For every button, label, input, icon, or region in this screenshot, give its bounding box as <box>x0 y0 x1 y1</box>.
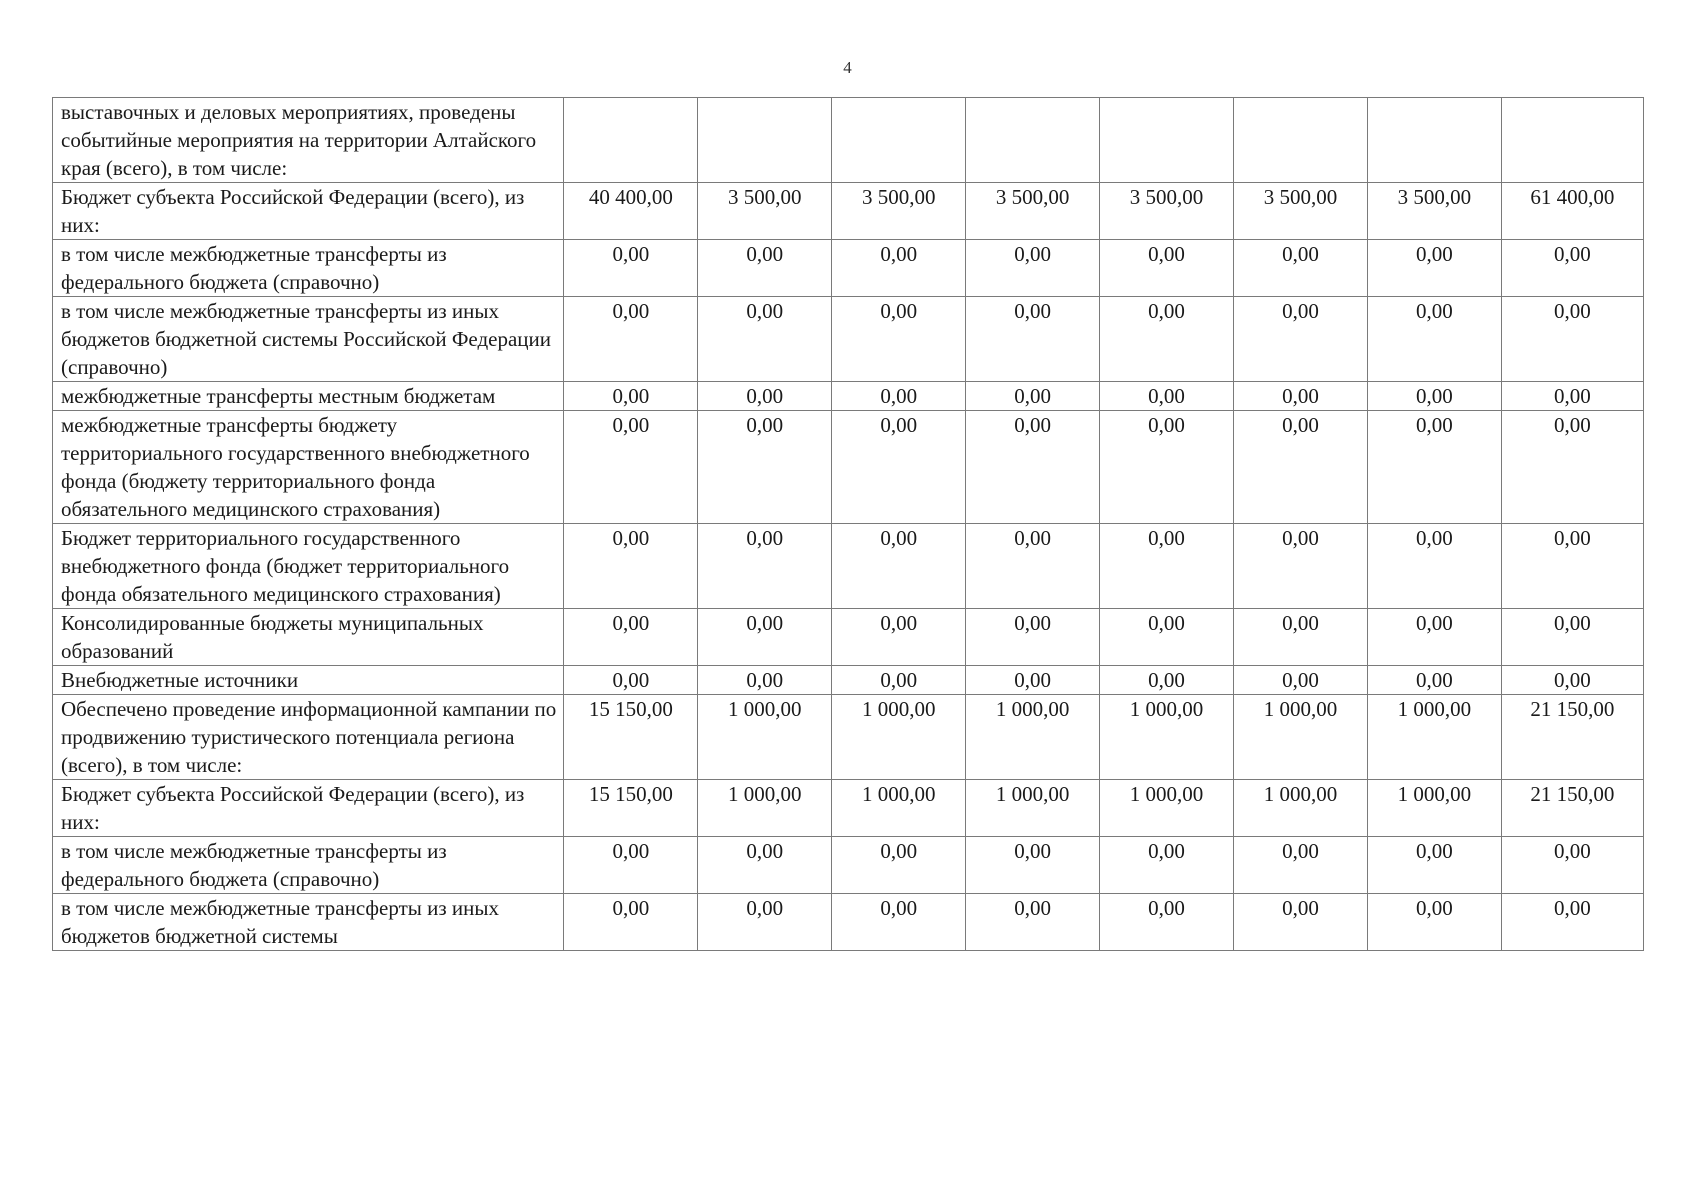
value-cell: 0,00 <box>1100 297 1234 382</box>
value-cell: 1 000,00 <box>698 780 832 837</box>
table-row <box>53 894 1644 951</box>
table-row <box>53 524 1644 609</box>
value-cell: 0,00 <box>966 382 1100 411</box>
row-label: в том числе межбюджетные трансферты из иных бюджетов бюджетной системы <box>53 894 564 951</box>
value-cell: 0,00 <box>1367 240 1501 297</box>
table-row <box>53 297 1644 382</box>
value-cell <box>698 98 832 183</box>
row-label: Внебюджетные источники <box>53 666 564 695</box>
value-cell <box>832 98 966 183</box>
total-cell: 61 400,00 <box>1501 183 1643 240</box>
value-cell: 0,00 <box>564 240 698 297</box>
budget-table <box>52 97 1644 951</box>
value-cell: 0,00 <box>1100 837 1234 894</box>
row-label: выставочных и деловых мероприятиях, проведены событийные мероприятия на территории Алтайского края (всего), в том числе: <box>53 98 564 183</box>
value-cell: 0,00 <box>966 411 1100 524</box>
value-cell: 0,00 <box>832 524 966 609</box>
value-cell: 3 500,00 <box>1367 183 1501 240</box>
table-row <box>53 240 1644 297</box>
value-cell: 1 000,00 <box>1234 780 1368 837</box>
value-cell: 3 500,00 <box>966 183 1100 240</box>
value-cell: 0,00 <box>698 837 832 894</box>
value-cell: 0,00 <box>832 382 966 411</box>
table-row <box>53 837 1644 894</box>
value-cell: 0,00 <box>966 894 1100 951</box>
value-cell: 0,00 <box>966 609 1100 666</box>
value-cell: 0,00 <box>832 240 966 297</box>
value-cell <box>1367 98 1501 183</box>
value-cell: 0,00 <box>698 609 832 666</box>
total-cell: 0,00 <box>1501 666 1643 695</box>
value-cell: 0,00 <box>698 240 832 297</box>
value-cell: 0,00 <box>1234 382 1368 411</box>
value-cell: 1 000,00 <box>1367 695 1501 780</box>
value-cell: 1 000,00 <box>698 695 832 780</box>
value-cell: 0,00 <box>1367 411 1501 524</box>
value-cell: 40 400,00 <box>564 183 698 240</box>
value-cell: 15 150,00 <box>564 780 698 837</box>
total-cell <box>1501 98 1643 183</box>
value-cell: 0,00 <box>698 297 832 382</box>
page-number: 4 <box>843 58 852 77</box>
value-cell: 0,00 <box>698 524 832 609</box>
value-cell: 1 000,00 <box>832 780 966 837</box>
value-cell: 0,00 <box>1100 240 1234 297</box>
total-cell: 21 150,00 <box>1501 695 1643 780</box>
value-cell: 1 000,00 <box>966 780 1100 837</box>
value-cell: 0,00 <box>1100 894 1234 951</box>
value-cell: 3 500,00 <box>698 183 832 240</box>
total-cell: 0,00 <box>1501 297 1643 382</box>
value-cell: 3 500,00 <box>1100 183 1234 240</box>
row-label: Бюджет территориального государственного внебюджетного фонда (бюджет территориального фонда обязательного медицинского страхования) <box>53 524 564 609</box>
value-cell: 0,00 <box>832 411 966 524</box>
value-cell: 0,00 <box>966 297 1100 382</box>
table-row <box>53 666 1644 695</box>
table-row <box>53 609 1644 666</box>
value-cell: 0,00 <box>1100 666 1234 695</box>
value-cell: 0,00 <box>832 894 966 951</box>
value-cell: 0,00 <box>564 382 698 411</box>
value-cell: 0,00 <box>832 297 966 382</box>
value-cell: 0,00 <box>1234 837 1368 894</box>
value-cell: 0,00 <box>1367 382 1501 411</box>
value-cell: 1 000,00 <box>1100 695 1234 780</box>
value-cell: 0,00 <box>564 411 698 524</box>
value-cell: 0,00 <box>1100 382 1234 411</box>
total-cell: 0,00 <box>1501 837 1643 894</box>
value-cell: 0,00 <box>1234 411 1368 524</box>
value-cell: 0,00 <box>1367 837 1501 894</box>
value-cell: 1 000,00 <box>966 695 1100 780</box>
value-cell: 0,00 <box>698 411 832 524</box>
table-row <box>53 411 1644 524</box>
value-cell: 15 150,00 <box>564 695 698 780</box>
row-label: Бюджет субъекта Российской Федерации (всего), из них: <box>53 780 564 837</box>
row-label: в том числе межбюджетные трансферты из иных бюджетов бюджетной системы Российской Федерации (справочно) <box>53 297 564 382</box>
value-cell: 0,00 <box>698 894 832 951</box>
value-cell: 0,00 <box>1100 524 1234 609</box>
value-cell: 0,00 <box>1367 894 1501 951</box>
value-cell: 0,00 <box>832 609 966 666</box>
value-cell: 1 000,00 <box>1234 695 1368 780</box>
table-row <box>53 382 1644 411</box>
value-cell: 0,00 <box>966 240 1100 297</box>
row-label: в том числе межбюджетные трансферты из федерального бюджета (справочно) <box>53 240 564 297</box>
value-cell: 3 500,00 <box>1234 183 1368 240</box>
row-label: Консолидированные бюджеты муниципальных образований <box>53 609 564 666</box>
value-cell: 0,00 <box>1367 666 1501 695</box>
value-cell: 0,00 <box>1234 894 1368 951</box>
value-cell: 0,00 <box>564 609 698 666</box>
value-cell: 0,00 <box>564 666 698 695</box>
value-cell: 0,00 <box>1234 609 1368 666</box>
value-cell: 0,00 <box>966 666 1100 695</box>
row-label: в том числе межбюджетные трансферты из федерального бюджета (справочно) <box>53 837 564 894</box>
total-cell: 0,00 <box>1501 240 1643 297</box>
value-cell: 0,00 <box>1100 411 1234 524</box>
value-cell: 0,00 <box>1234 666 1368 695</box>
total-cell: 0,00 <box>1501 609 1643 666</box>
value-cell: 0,00 <box>1234 240 1368 297</box>
value-cell <box>564 98 698 183</box>
value-cell: 3 500,00 <box>832 183 966 240</box>
row-label: межбюджетные трансферты бюджету территориального государственного внебюджетного фонда (бюджету территориального фонда обязательного медицинского страхования) <box>53 411 564 524</box>
table-row <box>53 780 1644 837</box>
value-cell: 0,00 <box>1234 297 1368 382</box>
value-cell: 0,00 <box>966 837 1100 894</box>
table-row <box>53 98 1644 183</box>
total-cell: 0,00 <box>1501 411 1643 524</box>
value-cell: 0,00 <box>1367 524 1501 609</box>
value-cell <box>1234 98 1368 183</box>
value-cell: 0,00 <box>564 837 698 894</box>
value-cell: 0,00 <box>564 524 698 609</box>
value-cell: 0,00 <box>832 837 966 894</box>
total-cell: 0,00 <box>1501 382 1643 411</box>
value-cell: 0,00 <box>564 894 698 951</box>
row-label: Обеспечено проведение информационной кампании по продвижению туристического потенциала региона (всего), в том числе: <box>53 695 564 780</box>
value-cell: 0,00 <box>832 666 966 695</box>
row-label: Бюджет субъекта Российской Федерации (всего), из них: <box>53 183 564 240</box>
value-cell: 1 000,00 <box>1367 780 1501 837</box>
value-cell: 0,00 <box>564 297 698 382</box>
value-cell: 0,00 <box>698 382 832 411</box>
table-body <box>53 98 1644 951</box>
value-cell: 0,00 <box>966 524 1100 609</box>
total-cell: 21 150,00 <box>1501 780 1643 837</box>
value-cell <box>966 98 1100 183</box>
value-cell: 0,00 <box>1367 609 1501 666</box>
value-cell: 0,00 <box>698 666 832 695</box>
value-cell: 1 000,00 <box>832 695 966 780</box>
table-row <box>53 183 1644 240</box>
value-cell: 0,00 <box>1100 609 1234 666</box>
row-label: межбюджетные трансферты местным бюджетам <box>53 382 564 411</box>
value-cell: 0,00 <box>1367 297 1501 382</box>
value-cell <box>1100 98 1234 183</box>
table-row <box>53 695 1644 780</box>
total-cell: 0,00 <box>1501 524 1643 609</box>
value-cell: 1 000,00 <box>1100 780 1234 837</box>
total-cell: 0,00 <box>1501 894 1643 951</box>
value-cell: 0,00 <box>1234 524 1368 609</box>
